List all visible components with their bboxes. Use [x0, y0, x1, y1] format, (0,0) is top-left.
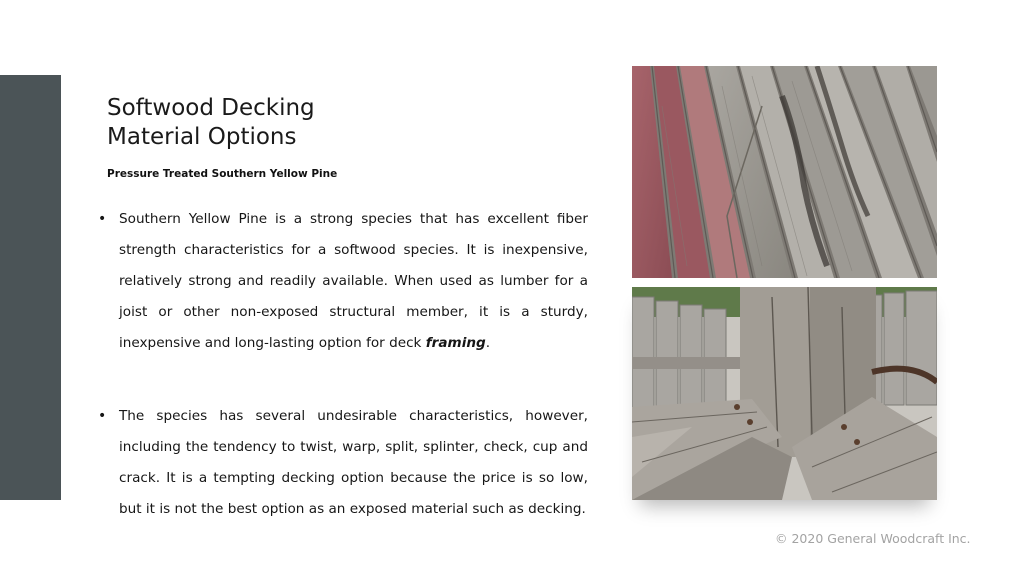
bullet-marker: •	[98, 408, 107, 424]
bullet-emphasis: framing	[425, 335, 486, 351]
slide-title	[107, 94, 467, 152]
bullet-item-strengths	[98, 204, 588, 359]
bullet-text: The species has several undesirable characteristics, however, including the tendency to twist, warp, split, splinter, check, cup and crack. It is a tempting decking option because the price is so low, but it is not the best option as an exposed material such as decking.	[119, 408, 588, 517]
bullet-text-end: .	[485, 335, 491, 351]
side-accent-bar	[0, 75, 61, 500]
cracked-deck-post-photo	[632, 287, 937, 500]
slide-subtitle: Pressure Treated Southern Yellow Pine	[107, 168, 338, 180]
bullet-text: Southern Yellow Pine is a strong species that has excellent fiber strength characteristics for a softwood species. It is inexpensive, relatively strong and readily available. When used as lumber for a joist or other non-exposed structural member, it is a sturdy, inexpensive and long-lasting option for deck	[119, 211, 588, 351]
title-line-1: Softwood Decking	[107, 95, 315, 121]
copyright-notice: © 2020 General Woodcraft Inc.	[775, 531, 971, 546]
title-line-2: Material Options	[107, 124, 297, 150]
bullet-item-weaknesses	[98, 401, 588, 525]
bullet-marker: •	[98, 211, 107, 227]
weathered-deck-boards-photo	[632, 66, 937, 278]
bullet-list	[98, 204, 588, 525]
